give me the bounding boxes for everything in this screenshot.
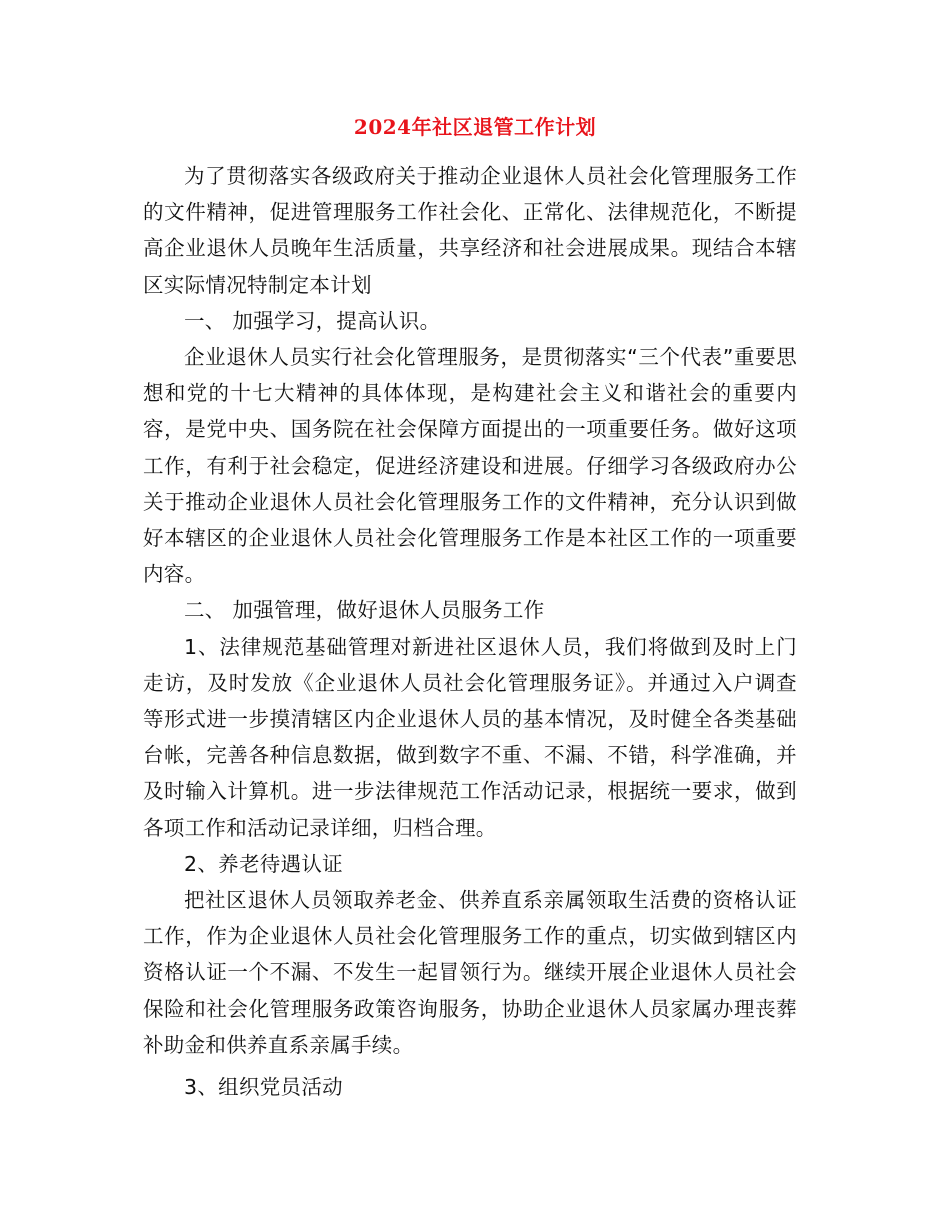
intro-paragraph: 为了贯彻落实各级政府关于推动企业退休人员社会化管理服务工作的文件精神，促进管理服务工作社会化、正常化、法律规范化，不断提高企业退休人员晚年生活质量，共享经济和社会进展成果。现结合本辖区实际情况特制定本计划 (143, 164, 797, 297)
document-title: 2024年社区退管工作计划 (353, 115, 597, 139)
section-heading-1: 一、 加强学习，提高认识。 (184, 308, 441, 333)
section-1-paragraph: 企业退休人员实行社会化管理服务，是贯彻落实“三个代表”重要思想和党的十七大精神的具体体现，是构建社会主义和谐社会的重要内容，是党中央、国务院在社会保障方面提出的一项重要任务。做好这项工作，有利于社会稳定，促进经济建设和进展。仔细学习各级政府办公关于推动企业退休人员社会化管理服务工作的文件精神，充分认识到做好本辖区的企业退休人员社会化管理服务工作是本社区工作的一项重要内容。 (143, 345, 797, 587)
item-3-heading: 3、组织党员活动 (184, 1075, 343, 1100)
section-heading-2: 二、 加强管理，做好退休人员服务工作 (184, 598, 545, 623)
item-1-paragraph: 1、法律规范基础管理对新进社区退休人员，我们将做到及时上门走访，及时发放《企业退休人员社会化管理服务证》。并通过入户调查等形式进一步摸清辖区内企业退休人员的基本情况，及时健全各类基础台帐，完善各种信息数据，做到数字不重、不漏、不错，科学准确，并及时输入计算机。进一步法律规范工作活动记录，根据统一要求，做到各项工作和活动记录详细，归档合理。 (143, 634, 797, 840)
document-body (143, 158, 797, 1105)
item-2-paragraph: 把社区退休人员领取养老金、供养直系亲属领取生活费的资格认证工作，作为企业退休人员社会化管理服务工作的重点，切实做到辖区内资格认证一个不漏、不发生一起冒领行为。继续开展企业退休人员社会保险和社会化管理服务政策咨询服务，协助企业退休人员家属办理丧葬补助金和供养直系亲属手续。 (143, 888, 797, 1057)
item-2-heading: 2、养老待遇认证 (184, 851, 343, 876)
